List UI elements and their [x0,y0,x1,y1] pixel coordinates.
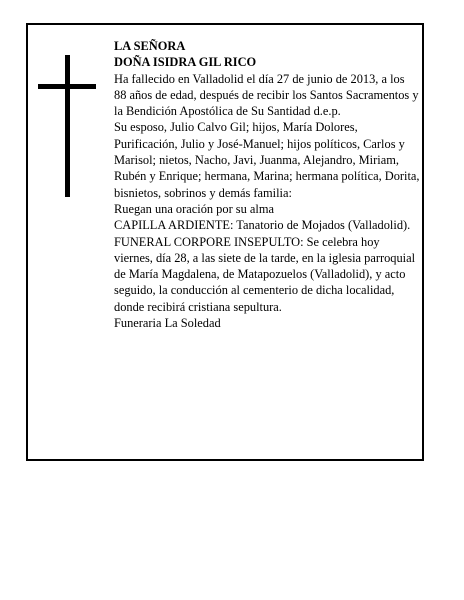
title-line-2: DOÑA ISIDRA GIL RICO [114,55,257,70]
obituary-text [114,38,420,331]
paragraph-death: Ha fallecido en Valladolid el día 27 de junio de 2013, a los 88 años de edad, después de recibir los Santos Sacramentos y la Bendición Apostólica de Su Santidad d.e.p. [114,71,419,119]
paragraph-prayer: Ruegan una oración por su alma [114,201,274,216]
cross-icon-bar [38,84,96,89]
paragraph-funeral: FUNERAL CORPORE INSEPULTO: Se celebra hoy viernes, día 28, a las siete de la tarde, en la iglesia parroquial de María Magdalena, de Matapozuelos (Valladolid), y acto seguido, la conducción al cementerio de dicha localidad, donde recibirá cristiana sepultura. [114,234,416,314]
paragraph-chapel: CAPILLA ARDIENTE: Tanatorio de Mojados (Valladolid). [114,218,411,233]
paragraph-family: Su esposo, Julio Calvo Gil; hijos, María Dolores, Purificación, Julio y José-Manuel; hijos políticos, Carlos y Marisol; nietos, Nacho, Javi, Juanma, Alejandro, Miriam, Rubén y Enrique; hermana, Marina; hermana política, Dorita, bisnietos, sobrinos y demás familia: [114,120,420,200]
paragraph-funeral-home: Funeraria La Soledad [114,316,221,331]
cross-icon [65,55,70,197]
title-line-1: LA SEÑORA [114,39,186,53]
